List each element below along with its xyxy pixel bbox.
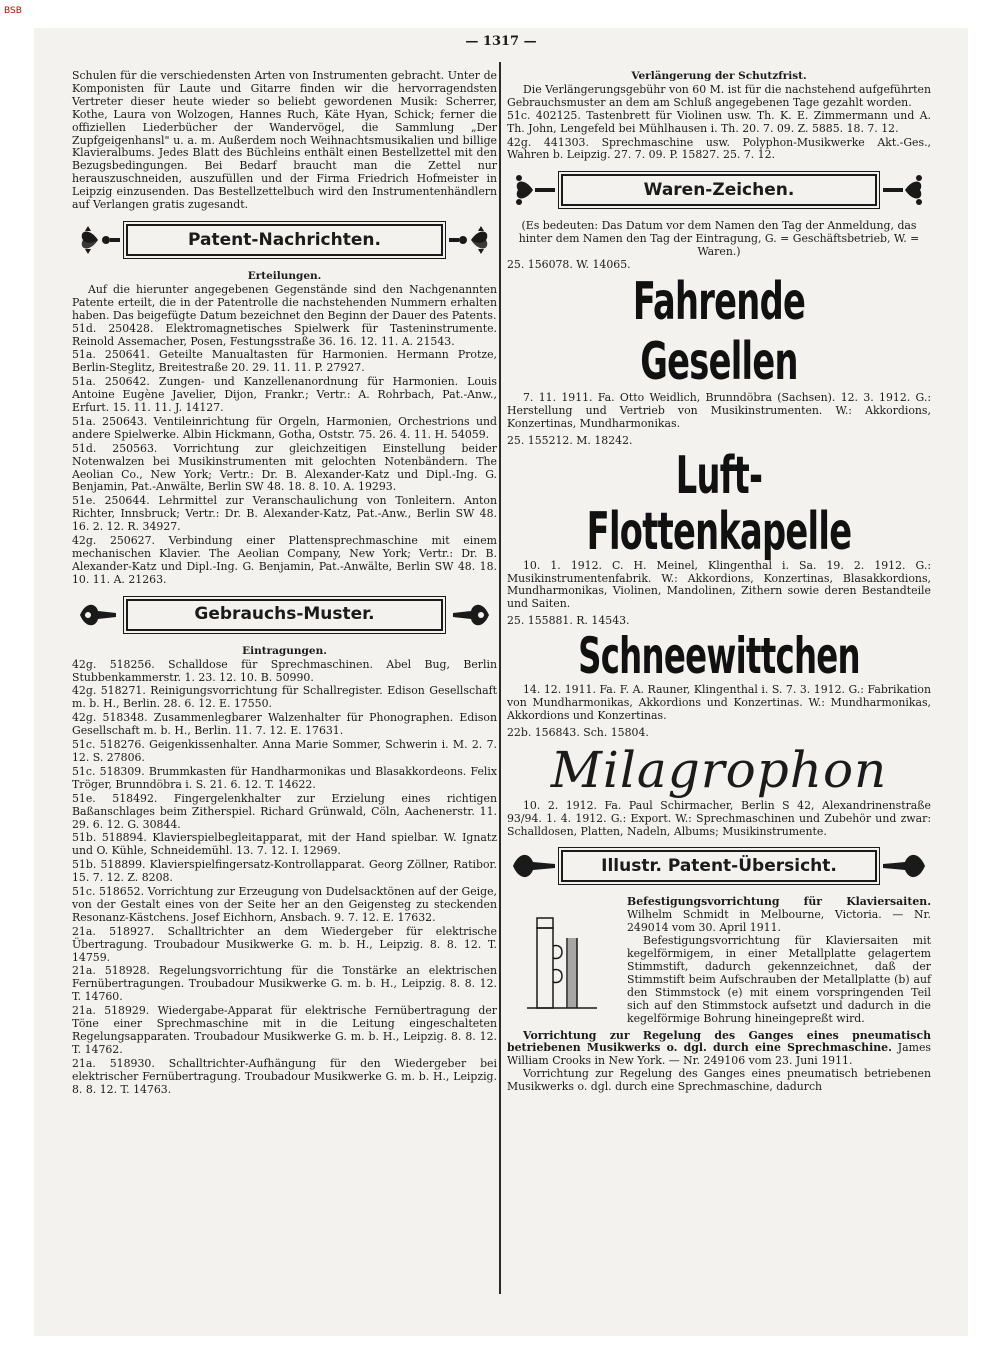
gm-entry: 42g. 518256. Schalldose für Sprechmaschinen. Abel Bug, Berlin Stubbenkammerstr. 1. 23. 12. 10. B. 50990. [72, 657, 497, 684]
mark-text: 7. 11. 1911. Fa. Otto Weidlich, Brunndöbra (Sachsen). 12. 3. 1912. G.: Herstellung und Vertrieb von Musikinstrumenten. W.: Akkordions, Konzertinas, Mundharmonikas. [507, 390, 931, 430]
mark-head: 25. 156078. W. 14065. [507, 258, 631, 272]
gm-entry: 21a. 518928. Regelungsvorrichtung für die Tonstärke an elektrischen Fernübertragungen. Troubadour Musikwerke G. m. b. H., Leipzig. 8. 8. 12. T. 14760. [72, 964, 497, 1004]
gm-entry: 42g. 518271. Reinigungsvorrichtung für Schallregister. Edison Gesellschaft m. b. H., Berlin. 28. 6. 12. E. 17550. [72, 684, 497, 711]
gm-entry: 51c. 518652. Vorrichtung zur Erzeugung von Dudelsacktönen auf der Geige, von der Gestalt eines von der Seite her an den Geigensteg zu steckenden Resonanz-Kästchens. Josef Eichhorn, Ansbach. 9. 7. 12. E. 17632. [72, 885, 497, 924]
gm-banner-title: Gebrauchs-Muster. [126, 599, 443, 631]
ornament-icon [76, 597, 120, 633]
patent-entry: 51a. 250643. Ventileinrichtung für Orgeln, Harmonien, Orchestrions und andere Spielwerke. Albin Hickmann, Gotha, Oststr. 75. 26. 4. 11. H. 54059. [72, 414, 497, 441]
patent-entry: 42g. 250627. Verbindung einer Plattensprechmaschine mit einem mechanischen Klavier. The Aeolian Company, New York; Vertr.: Dr. B. Alexander-Katz und Dipl.-Ing. G. Benjamin, Pat.-Anwälte, Berlin SW 48. 18. 10. 11. A. 21263. [72, 534, 497, 586]
mark-text: 10. 2. 1912. Fa. Paul Schirmacher, Berlin S 42, Alexandrinenstraße 93/94. 1. 4. 1912. G.: Export. W.: Sprechmaschinen und Zubehör und zwar: Schalldosen, Platten, Nadeln, Albums; Musikinstrumente. [507, 798, 931, 838]
gm-entry: 42g. 518348. Zusammenlegbarer Walzenhalter für Phonographen. Edison Gesellschaft m. b. H., Berlin. 11. 7. 12. E. 17631. [72, 711, 497, 738]
wz-banner-title: Waren-Zeichen. [561, 174, 877, 206]
gm-entry: 51b. 518899. Klavierspielfingersatz-Kontrollapparat. Georg Zöllner, Ratibor. 15. 7. 12. Z. 8208. [72, 858, 497, 885]
verlaengerung-entry: 51c. 402125. Tastenbrett für Violinen usw. Th. K. E. Zimmermann und A. Th. John, Lengefeld bei Mühlhausen i. Th. 20. 7. 09. Z. 5885. 18. 7. 12. [507, 108, 931, 135]
ip-entry-2-header [507, 1030, 931, 1069]
page-number: — 1317 — [465, 34, 537, 49]
left-column [72, 70, 497, 1098]
ornament-icon [76, 222, 120, 258]
ornament-icon [883, 848, 927, 884]
gm-entry: 21a. 518929. Wiedergabe-Apparat für elektrische Fernübertragung der Töne einer Sprechmaschine mit in die Leitung eingeschalteten Regelungsapparaten. Troubadour Musikwerke G. m. b. H., Leipzig. 8. 8. 12. T. 14762. [72, 1004, 497, 1056]
erteilungen-intro: Auf die hierunter angegebenen Gegenstände sind den Nachgenannten Patente erteilt, die in der Patentrolle die nachstehenden Nummern erhalten haben. Das beigefügte Datum bezeichnet den Beginn der Dauer des Patents. [72, 282, 497, 322]
mark-text: 10. 1. 1912. C. H. Meinel, Klingenthal i. Sa. 19. 2. 1912. G.: Musikinstrumentenfabrik. W.: Akkordions, Konzertinas, Blasakkordions, Mundharmonikas, Violinen, Mandolinen, Zithern sowie deren Bestandteile und Saiten. [507, 558, 931, 611]
patent-entry: 51a. 250641. Geteilte Manualtasten für Harmonien. Hermann Protze, Berlin-Steglitz, Breitestraße 20. 29. 11. 11. P. 27927. [72, 348, 497, 375]
wz-banner [507, 168, 931, 214]
trademark-logo: Flottenkapelle [586, 501, 852, 562]
gm-banner [72, 593, 497, 639]
ip-entry-2-body: Vorrichtung zur Regelung des Ganges eines pneumatisch betriebenen Musikwerks o. dgl. durch eine Sprechmaschine, dadurch [507, 1067, 931, 1094]
mark-text: 14. 12. 1911. Fa. F. A. Rauner, Klingenthal i. S. 7. 3. 1912. G.: Fabrikation von Mundharmonikas, Akkordions und Konzertinas. W.: Mundharmonikas, Akkordions und Konzertinas. [507, 683, 931, 722]
verlaengerung-intro: Die Verlängerungsgebühr von 60 M. ist für die nachstehend aufgeführten Gebrauchsmuster an dem am Schluß angegebenen Tage gezahlt worden. [507, 82, 931, 109]
ip-entry-1-title: Befestigungsvorrichtung für Klaviersaiten. [627, 895, 931, 909]
gm-entry: 21a. 518927. Schalltrichter an dem Wiedergeber für elektrische Übertragung. Troubadour Musikwerke G. m. b. H., Leipzig. 8. 8. 12. T. 14759. [72, 924, 497, 964]
verlaengerung-title: Verlängerung der Schutzfrist. [631, 70, 807, 82]
patent-entry: 51e. 250644. Lehrmittel zur Veranschaulichung von Tonleitern. Anton Richter, Innsbruck; Vertr.: Dr. B. Alexander-Katz, Pat.-Anw., Berlin SW 48. 16. 2. 12. R. 34927. [72, 494, 497, 534]
eintragungen-title: Eintragungen. [242, 644, 327, 657]
gm-entry: 51c. 518309. Brummkasten für Handharmonikas und Blasakkordeons. Felix Tröger, Brunndöbra i. S. 21. 6. 12. T. 14622. [72, 764, 497, 791]
mark-head: 25. 155881. R. 14543. [507, 614, 630, 628]
ornament-icon [883, 172, 927, 208]
patent-banner [72, 218, 497, 264]
ip-banner-title: Illustr. Patent-Übersicht. [561, 850, 877, 882]
trademark-logo: Luft- [675, 445, 763, 506]
ornament-icon [449, 222, 493, 258]
patent-entry: 51a. 250642. Zungen- und Kanzellenanordnung für Harmonien. Louis Antoine Eugène Javelier, Dijon, Frankr.; Vertr.: A. Rohrbach, Pat.-Anw., Erfurt. 15. 11. 11. J. 14127. [72, 375, 497, 415]
trademark-logo: Fahrende Gesellen [632, 271, 806, 392]
ornament-icon [449, 597, 493, 633]
newspaper-page [34, 28, 968, 1336]
gm-entry: 51b. 518894. Klavierspielbegleitapparat, mit der Hand spielbar. W. Ignatz und O. Kühle, Schneidemühl. 13. 7. 12. I. 12969. [72, 831, 497, 858]
wz-note: (Es bedeuten: Das Datum vor dem Namen den Tag der Anmeldung, das hinter dem Namen den Tag der Eintragung, G. = Geschäftsbetrieb, W. = Waren.) [518, 219, 920, 259]
gm-entry: 51e. 518492. Fingergelenkhalter zur Erzielung eines richtigen Baßanschlages beim Zitherspiel. Richard Grünwald, Cöln, Aachenerstr. 11. 29. 6. 12. G. 30844. [72, 791, 497, 831]
mark-head: 22b. 156843. Sch. 15804. [507, 725, 649, 739]
patent-entry: 51d. 250428. Elektromagnetisches Spielwerk für Tasteninstrumente. Reinold Assemacher, Posen, Festungsstraße 36. 16. 12. 11. A. 21543. [72, 321, 497, 348]
trademark-logo: Milagrophon [550, 740, 888, 799]
ornament-icon [511, 172, 555, 208]
mark-head: 25. 155212. M. 18242. [507, 433, 633, 447]
ornament-icon [511, 848, 555, 884]
ip-entry-1-body: Befestigungsvorrichtung für Klaviersaiten mit kegelförmigem, in einer Metallplatte gelagertem Stimmstift, dadurch gekennzeichnet, daß der Stimmstift beim Aufschrauben der Metallplatte (b) auf den Stimmstock (e) mit einem vorspringenden Teil sich auf den Stimmstock aufsetzt und dadurch in die kegelförmige Bohrung hineingepreßt wird. [627, 934, 931, 1025]
column-divider [499, 62, 501, 1294]
trademark-logo: Schneewittchen [578, 627, 860, 686]
right-column [507, 70, 931, 1094]
ip-entry-2-owner: James William Crooks in New York. — Nr. 249106 vom 23. Juni 1911. [507, 1041, 931, 1068]
patent-figure [507, 898, 617, 1018]
ip-entry-1-owner: Wilhelm Schmidt in Melbourne, Victoria. — Nr. 249014 vom 30. April 1911. [627, 908, 931, 935]
watermark: BSB [4, 6, 22, 16]
ip-banner [507, 844, 931, 890]
gm-entry: 21a. 518930. Schalltrichter-Aufhängung für den Wiedergeber bei elektrischer Fernübertragung. Troubadour Musikwerke G. m. b. H., Leipzig. 8. 8. 12. T. 14763. [72, 1056, 497, 1096]
intro-paragraph: Schulen für die verschiedensten Arten von Instrumenten gebracht. Unter de Komponisten für Laute und Gitarre finden wir die hervorragendsten Vertreter dieser heute wieder so beliebt gewordenen Musik: Scherrer, Kothe, Laura von Wolzogen, Hannes Ruch, Käte Hyan, Schick; ferner die offiziellen Liederbücher der Wandervögel, die Sammlung „Der Zupfgeigenhansl" u. a. m. Außerdem noch Weihnachtsmusikalien und billige Klavieralbums. Jedes Blatt des Büchleins enthält einen Bestellzettel mit den Bezugsbedingungen. Bei Bedarf braucht man die Zettel nur herauszuschneiden, auszufüllen und der Firma Friedrich Hofmeister in Leipzig einzusenden. Das Bestellzettelbuch wird den Instrumentenhändlern auf Verlangen gratis zugesandt. [72, 69, 497, 212]
gm-entry: 51c. 518276. Geigenkissenhalter. Anna Marie Sommer, Schwerin i. M. 2. 7. 12. S. 27806. [72, 738, 497, 764]
patent-banner-title: Patent-Nachrichten. [126, 224, 443, 256]
verlaengerung-entry: 42g. 441303. Sprechmaschine usw. Polyphon-Musikwerke Akt.-Ges., Wahren b. Leipzig. 27. 7. 09. P. 15827. 25. 7. 12. [507, 135, 931, 162]
erteilungen-title: Erteilungen. [247, 269, 322, 282]
ip-entry-2-title: Vorrichtung zur Regelung des Ganges eines pneumatisch betriebenen Musikwerks o. dgl. durch eine Sprechmaschine. [507, 1028, 931, 1055]
patent-entry: 51d. 250563. Vorrichtung zur gleichzeitigen Einstellung beider Notenwalzen bei Musikinstrumenten mit gelochten Notenbändern. The Aeolian Co., New York; Vertr.: Dr. B. Alexander-Katz und Dipl.-Ing. G. Benjamin, Pat.-Anwälte, Berlin SW 48. 18. 8. 10. A. 19293. [72, 441, 497, 494]
